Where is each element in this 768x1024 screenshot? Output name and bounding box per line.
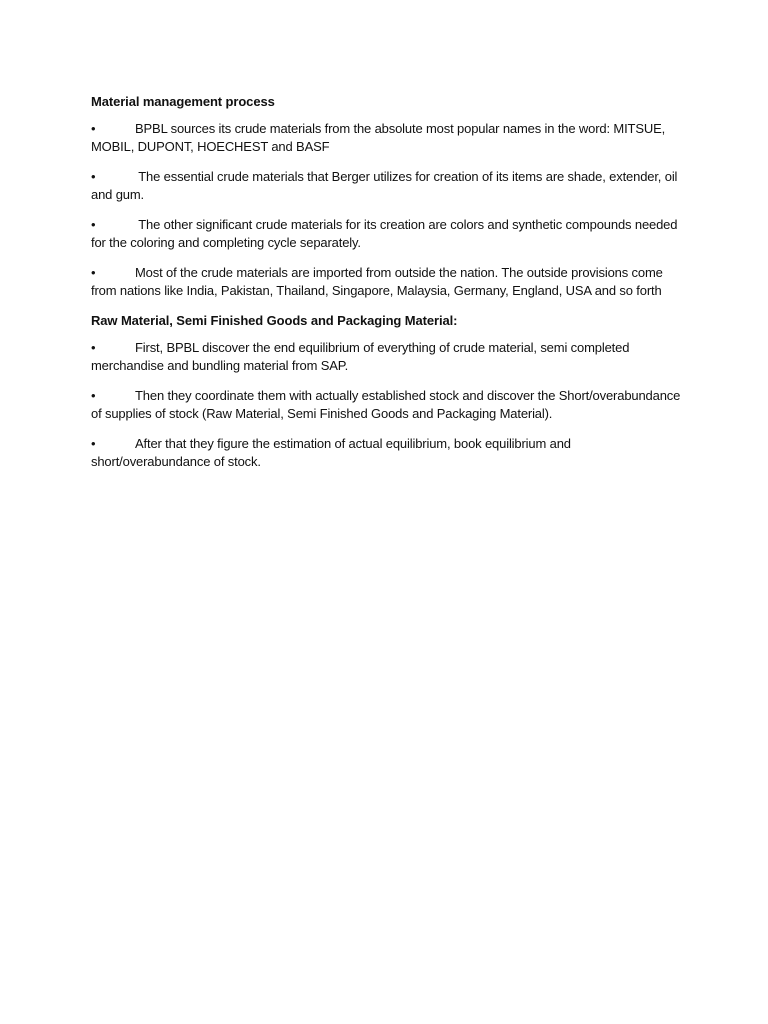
bullet-marker: • bbox=[91, 388, 96, 403]
bullet-text: The essential crude materials that Berger utilizes for creation of its items are shade, extender, oil and gum. bbox=[91, 169, 678, 202]
bullet-marker: • bbox=[91, 121, 96, 136]
bullet-marker: • bbox=[91, 340, 96, 355]
bullet-text: BPBL sources its crude materials from the absolute most popular names in the word: MITSUE, MOBIL, DUPONT, HOECHEST and BASF bbox=[91, 121, 666, 154]
bullet-text: After that they figure the estimation of actual equilibrium, book equilibrium and short/overabundance of stock. bbox=[91, 436, 571, 469]
bullet-marker: • bbox=[91, 169, 96, 184]
bullet-item-7 bbox=[91, 435, 688, 471]
section-heading-raw-material: Raw Material, Semi Finished Goods and Packaging Material: bbox=[91, 313, 458, 328]
bullet-text: First, BPBL discover the end equilibrium of everything of crude material, semi completed merchandise and bundling material from SAP. bbox=[91, 340, 630, 373]
bullet-text: Most of the crude materials are imported from outside the nation. The outside provisions come from nations like India, Pakistan, Thailand, Singapore, Malaysia, Germany, England, USA and so forth bbox=[91, 265, 663, 298]
bullet-marker: • bbox=[91, 265, 96, 280]
bullet-item-4 bbox=[91, 264, 688, 300]
bullet-item-5 bbox=[91, 339, 688, 375]
bullet-item-6 bbox=[91, 387, 688, 423]
bullet-text: The other significant crude materials for its creation are colors and synthetic compounds needed for the coloring and completing cycle separately. bbox=[91, 217, 678, 250]
bullet-item-3 bbox=[91, 216, 688, 252]
bullet-item-1 bbox=[91, 120, 688, 156]
bullet-item-2 bbox=[91, 168, 688, 204]
bullet-marker: • bbox=[91, 436, 96, 451]
bullet-marker: • bbox=[91, 217, 96, 232]
section-heading-material-management: Material management process bbox=[91, 94, 275, 109]
bullet-text: Then they coordinate them with actually established stock and discover the Short/overabundance of supplies of stock (Raw Material, Semi Finished Goods and Packaging Material). bbox=[91, 388, 681, 421]
